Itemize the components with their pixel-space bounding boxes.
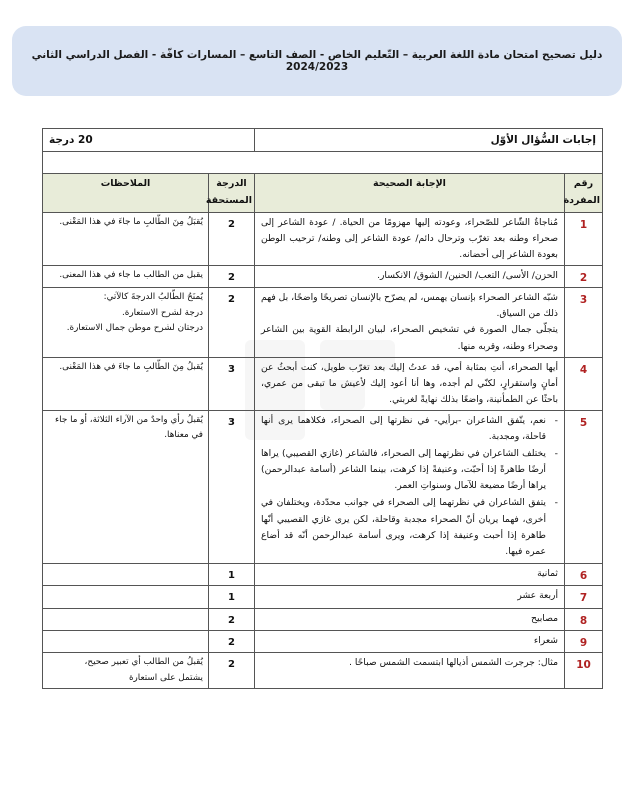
mark-cell: 2 — [209, 653, 255, 689]
item-number: 3 — [565, 288, 603, 357]
note-cell — [43, 653, 209, 689]
answer-cell: مثال: جرجرت الشمس أذيالها ابتسمت الشمس صباحًا . — [255, 653, 565, 689]
answer-cell — [255, 288, 565, 357]
answer-cell: ثمانية — [255, 563, 565, 585]
mark-cell: 1 — [209, 563, 255, 585]
table-row — [43, 586, 603, 608]
table-row — [43, 410, 603, 563]
answer-cell: أيها الصحراء، أنتِ بمثابة أمي، قد عدتُ إليك بعد تغرّب طويل، كنت أبحثُ عن أمانٍ واستقرارٍ، لكنّي لم أجده، وها أنا أعود إليك لأعيش ما تبقى من عمري، باحثًا عن الطمأنينة، واضعًا بذلك نهايةً لغربتي. — [255, 357, 565, 410]
answer-cell: أربعة عشر — [255, 586, 565, 608]
answer-cell: مُناجاةُ الشّاعر للصّحراء، وعودته إليها مهزومًا من الحياة. / عودة الشاعر إلى صحراء وطنه بعد تغرّب وترحال دائم/ عودة الشاعر إلى وطنه/ ترحيب الوطن بعودة الشاعر إلى أحضانه. — [255, 212, 565, 265]
mark-cell: 1 — [209, 586, 255, 608]
answer-cell — [255, 410, 565, 563]
note-line: يُمنَحُ الطّالبُ الدرجةَ كالآتي: — [103, 292, 203, 303]
column-header-row — [43, 174, 603, 212]
item-number: 4 — [565, 357, 603, 410]
note-line: يُقبلُ من الطالب أي تعبير صحيح، — [84, 657, 203, 668]
column-header-num: رقم المفردة — [565, 174, 603, 212]
answer-bullet: - نعم، يتّفق الشاعران -برأيي- في نظرتها إلى الصحراء، فكلاهما يرى أنها قاحلة، ومجدبة. — [261, 413, 558, 445]
note-cell: يُقبَلُ مِنَ الطّالبِ ما جاءَ في هذا المَعْنى. — [43, 212, 209, 265]
note-cell: يُقبلُ مِنَ الطّالبِ ما جاءَ في هذا المَعْنى. — [43, 357, 209, 410]
table-row — [43, 357, 603, 410]
note-cell — [43, 630, 209, 652]
answer-bullet: - يتفق الشاعران في نظرتهما إلى الصحراء في جوانب محدّدة، ويختلفان في أخرى، فهما يريان أنّ الصحراء مجدبة وقاحلة، لكن يرى غازي القصيبي أنّها طاهرة إذا أحبت وعنيفة إذا كرهت، ويرى أسامة عبدالرحمن أنّه قد أضاع عمره فيها. — [261, 495, 558, 559]
table-row — [43, 265, 603, 287]
column-header-notes: الملاحظات — [43, 174, 209, 212]
note-cell: يقبل من الطالب ما جاء في هذا المعنى. — [43, 265, 209, 287]
item-number: 9 — [565, 630, 603, 652]
spacer-row — [43, 152, 603, 174]
answer-bullet: - يختلف الشاعران في نظرتهما إلى الصحراء، فالشاعر (غازي القصيبي) يراها أرضًا طاهرةً إذا أحبّت، وعنيفةً إذا كرهت، بينما الشاعر (أسامة عبدالرحمن) يراها أرضًا مضيعة للآمال وسنواتِ العمر. — [261, 446, 558, 494]
item-number: 5 — [565, 410, 603, 563]
answer-paragraph: شبّه الشاعر الصحراء بإنسان يهمس، لم يصرّح بالإنسان تصريحًا واضحًا، بل فهم ذلك من السياق. — [260, 292, 558, 320]
table-row — [43, 563, 603, 585]
note-line: درجتان لشرح موطن جمال الاستعارة. — [66, 323, 203, 334]
answer-bullet-list — [261, 413, 558, 560]
answer-paragraph: يتجلّى جمال الصورة في تشخيص الصحراء، لبيان الرابطة القوية بين الشاعر وصحراء وطنه، وقربه منها. — [261, 324, 558, 352]
item-number: 2 — [565, 265, 603, 287]
section-title: إجابات السُّؤال الأوّل — [255, 129, 603, 152]
item-number: 10 — [565, 653, 603, 689]
note-cell — [43, 608, 209, 630]
mark-cell: 2 — [209, 288, 255, 357]
mark-cell: 2 — [209, 212, 255, 265]
table-row — [43, 630, 603, 652]
note-cell — [43, 563, 209, 585]
answers-table — [42, 128, 603, 689]
note-cell — [43, 288, 209, 357]
note-line: درجة لشرح الاستعارة. — [121, 307, 203, 318]
answer-cell: شعراء — [255, 630, 565, 652]
document-title: دليل تصحيح امتحان مادة اللغة العربية – التّعليم الخاص - الصف التاسع – المسارات كافّة - الفصل الدراسي الثاني 2024/2023 — [31, 49, 603, 73]
answer-cell: الحزن/ الأسى/ التعب/ الحنين/ الشوق/ الانكسار. — [255, 265, 565, 287]
mark-cell: 3 — [209, 410, 255, 563]
note-cell — [43, 586, 209, 608]
answer-cell: مصابيح — [255, 608, 565, 630]
mark-cell: 2 — [209, 608, 255, 630]
column-header-answer: الإجابة الصحيحة — [255, 174, 565, 212]
mark-cell: 2 — [209, 630, 255, 652]
total-marks: 20 درجة — [43, 129, 255, 152]
item-number: 8 — [565, 608, 603, 630]
item-number: 1 — [565, 212, 603, 265]
column-header-mark: الدرجة المستحقة — [209, 174, 255, 212]
table-row — [43, 212, 603, 265]
item-number: 7 — [565, 586, 603, 608]
document-header — [12, 26, 622, 96]
mark-cell: 2 — [209, 265, 255, 287]
table-row — [43, 653, 603, 689]
table-row — [43, 288, 603, 357]
item-number: 6 — [565, 563, 603, 585]
table-row — [43, 608, 603, 630]
mark-cell: 3 — [209, 357, 255, 410]
note-line: يشتمل على استعارة — [128, 672, 203, 683]
note-cell: يُقبلُ رأي واحدٌ من الآراء الثلاثة، أو ما جاء في معناها. — [43, 410, 209, 563]
section-title-row — [43, 129, 603, 152]
